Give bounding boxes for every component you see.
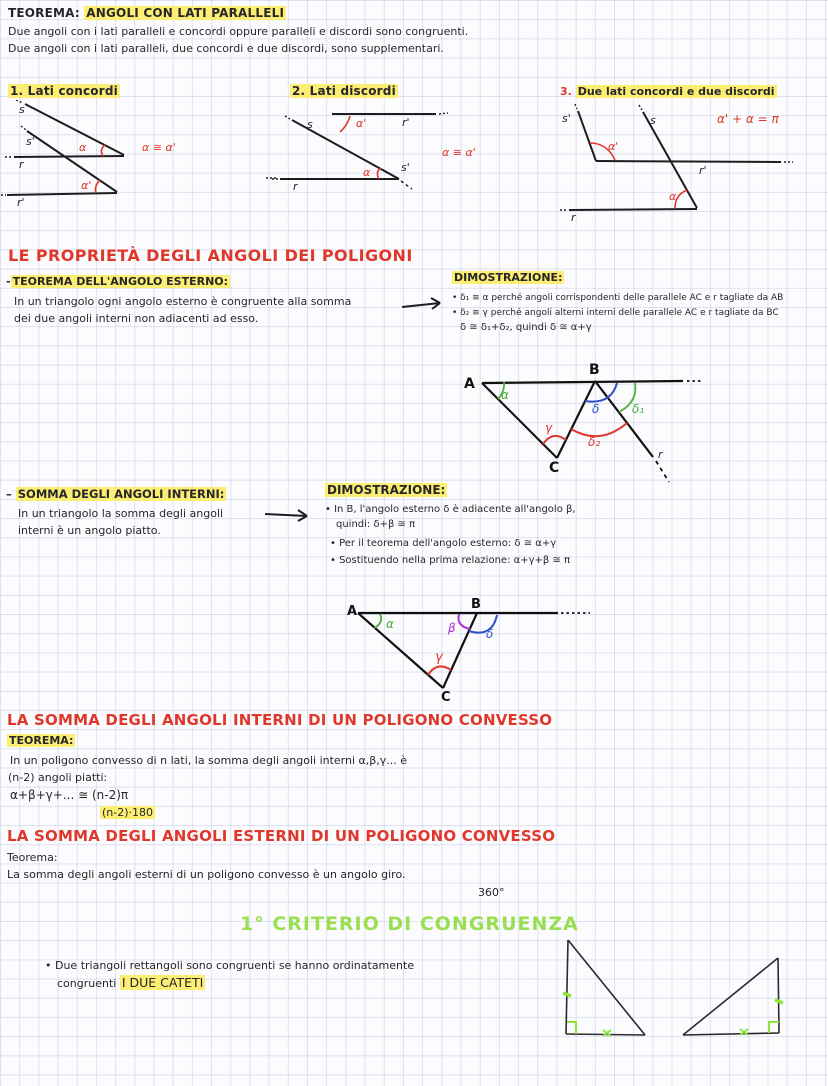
dim1-b1: • δ₁ ≅ α perché angoli corrispondenti delle parallele AC e r tagliate da AB (452, 293, 784, 303)
tri2-vertex-A: A (347, 604, 358, 619)
case3-label-r1: r' (699, 164, 707, 177)
congruence-marks (563, 993, 783, 1036)
interni-formula-note-text: (n-2)·180 (102, 806, 154, 819)
esterni-body: La somma degli angoli esterni di un poligono convesso è un angolo giro. (7, 868, 406, 881)
arrow-right-1 (400, 294, 448, 316)
somma-title (6, 487, 226, 501)
dim1-title (452, 271, 564, 284)
dim1-b2: • δ₂ ≅ γ perché angoli alterni interni delle parallele AC e r tagliate da BC (452, 308, 779, 318)
interni-teorema-text: TEOREMA: (9, 734, 74, 747)
tri2-angle-beta: β (448, 621, 456, 635)
case1-label-s1: s' (26, 135, 35, 148)
dim2-b3: • Sostituendo nella prima relazione: α+γ+β ≅ π (330, 555, 571, 566)
interni-formula-note (100, 806, 155, 819)
case1-label-s: s (19, 103, 25, 116)
interni-poligono-heading: LA SOMMA DEGLI ANGOLI INTERNI DI UN POLIGONO CONVESSO (7, 711, 553, 729)
interni-body2: (n-2) angoli piatti: (8, 771, 108, 784)
tri1-angle-delta: δ (592, 402, 600, 416)
criterio-line2-prefix: congruenti (57, 977, 117, 990)
esterni-value: 360° (478, 886, 505, 899)
dim2-title-text: DIMOSTRAZIONE: (327, 483, 446, 497)
case2-label-r1: r' (402, 116, 410, 129)
tri2-angle-delta: δ (486, 627, 494, 641)
tri1-vertex-A: A (464, 376, 475, 392)
interni-teorema-label (7, 734, 75, 747)
triangle2-diagram (340, 595, 600, 707)
arrow-right-2 (263, 504, 315, 526)
right-angle-mark-left (567, 1022, 576, 1034)
case3-label-r: r (571, 211, 576, 224)
tick-right-leg (775, 1000, 783, 1003)
case3-diagram (545, 100, 800, 230)
case2-diagram (270, 100, 490, 200)
case2-title-text: 2. Lati discordi (292, 84, 396, 98)
tri1-vertex-B: B (589, 362, 600, 378)
tri2-angle-gamma: γ (435, 650, 443, 665)
criterio-line1: • Due triangoli rettangoli sono congruenti se hanno ordinatamente (45, 959, 415, 972)
case3-label-alpha: α (669, 190, 677, 203)
theorem-line2: Due angoli con i lati paralleli, due concordi e due discordi, sono supplementari. (8, 42, 444, 55)
case2-note: α ≅ α' (442, 146, 476, 159)
tri1-angle-alpha: α (501, 388, 509, 402)
theorem-title-prefix: TEOREMA: (8, 6, 80, 20)
congruent-right-triangles (540, 930, 790, 1050)
tri2-vertex-C: C (441, 690, 451, 705)
poligoni-heading: LE PROPRIETÀ DEGLI ANGOLI DEI POLIGONI (8, 246, 413, 265)
case3-title-text: Due lati concordi e due discordi (577, 85, 775, 98)
interni-formula: α+β+γ+... ≅ (n-2)π (10, 788, 129, 802)
case2-label-r: r (293, 180, 298, 193)
case3-label-s: s (650, 114, 656, 127)
esterni-teorema-label: Teorema: (7, 851, 58, 864)
criterio-line2-highlight: I DUE CATETI (121, 975, 204, 990)
right-right-triangle (683, 958, 779, 1035)
dim2-b2: • Per il teorema dell'angolo esterno: δ ≅ α+γ (330, 538, 557, 549)
criterio-heading: 1° CRITERIO DI CONGRUENZA (240, 913, 579, 935)
case1-angle-arcs (96, 145, 106, 193)
case2-label-alpha1: α' (356, 117, 367, 130)
theorem-title (8, 6, 286, 20)
case1-label-r: r (19, 158, 24, 171)
triangle1-lines (482, 381, 703, 482)
teorema-angolo-esterno-text: TEOREMA DELL'ANGOLO ESTERNO: (12, 275, 229, 288)
tri1-vertex-C: C (549, 460, 560, 476)
triangle1-diagram (455, 358, 715, 506)
case1-label-r1: r' (17, 196, 25, 209)
case2-label-alpha: α (363, 166, 371, 179)
case1-label-alpha: α (79, 141, 87, 154)
title-dash: - (6, 275, 11, 288)
dim1-title-text: DIMOSTRAZIONE: (454, 271, 563, 284)
somma-body1: In un triangolo la somma degli angoli (18, 507, 224, 520)
tri2-vertex-B: B (471, 597, 481, 612)
case3-number: 3. (560, 85, 572, 98)
case1-title (8, 84, 120, 98)
case3-label-alpha1: α' (608, 140, 619, 153)
interni-body1: In un poligono convesso di n lati, la somma degli angoli interni α,β,γ... è (10, 754, 408, 767)
dim2-b1: • In B, l'angolo esterno δ è adiacente all'angolo β, (325, 504, 576, 515)
tick-left-leg (563, 993, 571, 996)
est-body1: In un triangolo ogni angolo esterno è congruente alla somma (14, 295, 352, 308)
case1-diagram (0, 100, 280, 230)
tri1-angle-delta1: δ₁ (632, 402, 645, 416)
tri1-angle-gamma: γ (545, 421, 553, 435)
tri1-label-r: r (658, 448, 663, 461)
left-right-triangle (566, 940, 645, 1035)
theorem-line1: Due angoli con i lati paralleli e concordi oppure paralleli e discordi sono congruenti. (8, 25, 469, 38)
triangle1-angle-arcs (498, 382, 635, 444)
case1-title-text: 1. Lati concordi (10, 84, 118, 98)
somma-title-text: SOMMA DEGLI ANGOLI INTERNI: (17, 487, 225, 501)
case2-label-s1: s' (401, 161, 410, 174)
dim2-b1b: quindi: δ+β ≅ π (336, 519, 416, 530)
case3-title (560, 85, 777, 98)
case2-title (290, 84, 398, 98)
case3-note: α' + α = π (717, 112, 779, 126)
esterni-poligono-heading: LA SOMMA DEGLI ANGOLI ESTERNI DI UN POLIGONO CONVESSO (7, 827, 556, 845)
theorem-title-highlight: ANGOLI CON LATI PARALLELI (86, 6, 285, 20)
right-angle-mark-right (769, 1022, 779, 1033)
dim1-b3: δ ≅ δ₁+δ₂, quindi δ ≅ α+γ (460, 322, 592, 333)
case3-label-s1: s' (562, 112, 571, 125)
case1-lines (1, 100, 278, 195)
tri1-angle-delta2: δ₂ (588, 435, 601, 449)
somma-dash: – (6, 487, 12, 501)
case1-note: α ≅ α' (142, 141, 176, 154)
somma-body2: interni è un angolo piatto. (18, 524, 161, 537)
criterio-line2 (57, 975, 205, 992)
tri2-angle-alpha: α (386, 617, 394, 631)
dim2-title (325, 483, 447, 497)
est-body2: dei due angoli interni non adiacenti ad esso. (14, 312, 259, 325)
case1-label-alpha1: α' (81, 179, 92, 192)
teorema-angolo-esterno-title (6, 275, 230, 288)
case2-label-s: s (307, 118, 313, 131)
